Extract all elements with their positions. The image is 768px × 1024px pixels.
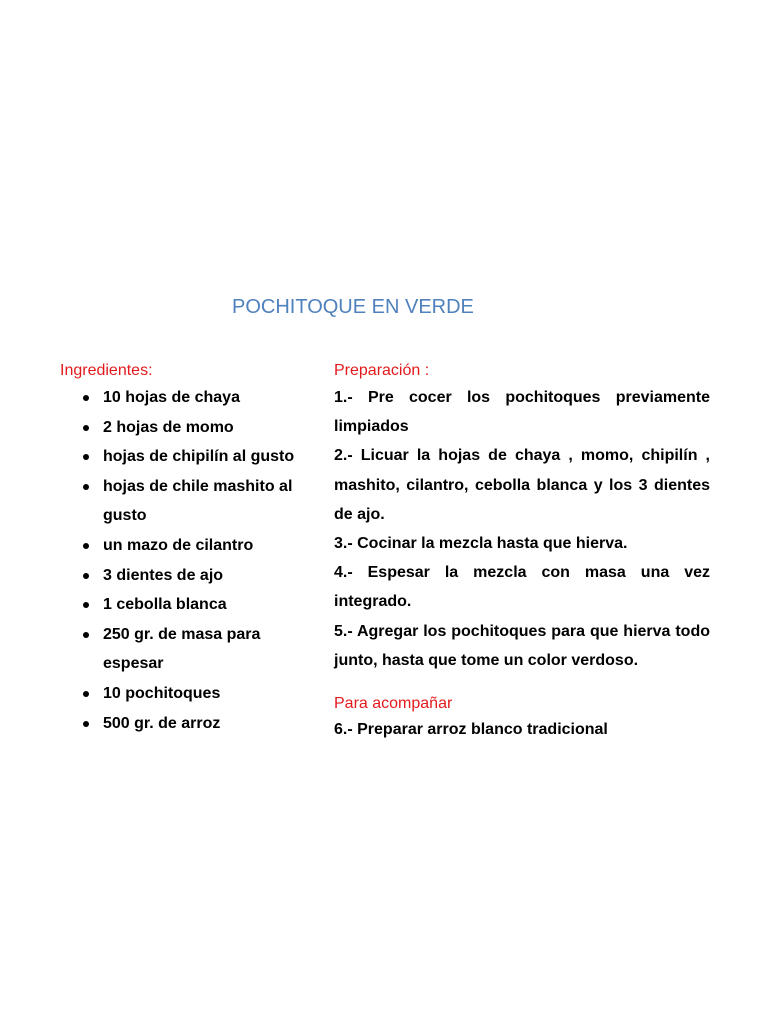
ingredient-text: 1 cebolla blanca — [103, 596, 227, 614]
preparation-heading: Preparación : — [334, 362, 430, 379]
ingredients-heading: Ingredientes: — [60, 362, 153, 379]
bullet-icon — [83, 425, 89, 431]
bullet-icon — [83, 632, 89, 638]
preparation-step: 2.- Licuar la hojas de chaya , momo, chipilín , mashito, cilantro, cebolla blanca y los 3 dientes de ajo. — [334, 447, 710, 523]
preparation-step: 5.- Agregar los pochitoques para que hierva todo junto, hasta que tome un color verdoso. — [334, 622, 710, 669]
recipe-title: POCHITOQUE EN VERDE — [232, 296, 474, 318]
ingredient-item — [60, 679, 315, 709]
ingredient-text: 500 gr. de arroz — [103, 714, 221, 732]
ingredient-text: hojas de chile mashito al gusto — [103, 477, 293, 525]
bullet-icon — [83, 395, 89, 401]
ingredient-item — [60, 709, 315, 739]
ingredient-item — [60, 383, 315, 413]
preparation-step: 3.- Cocinar la mezcla hasta que hierva. — [334, 535, 628, 553]
ingredient-text: 2 hojas de momo — [103, 418, 234, 436]
ingredient-text: 3 dientes de ajo — [103, 566, 224, 584]
bullet-icon — [83, 602, 89, 608]
preparation-section — [334, 359, 710, 744]
ingredient-text: 10 pochitoques — [103, 684, 221, 702]
ingredient-item — [60, 442, 315, 472]
preparation-step: 4.- Espesar la mezcla con masa una vez integrado. — [334, 564, 710, 611]
ingredient-item — [60, 590, 315, 620]
ingredient-text: hojas de chipilín al gusto — [103, 448, 295, 466]
ingredient-item — [60, 413, 315, 443]
ingredients-list — [60, 383, 315, 738]
bullet-icon — [83, 484, 89, 490]
ingredient-item — [60, 620, 315, 679]
bullet-icon — [83, 543, 89, 549]
ingredient-item — [60, 472, 315, 531]
bullet-icon — [83, 691, 89, 697]
bullet-icon — [83, 454, 89, 460]
ingredient-item — [60, 561, 315, 591]
accompaniment-heading: Para acompañar — [334, 695, 453, 713]
ingredient-text: 250 gr. de masa para espesar — [103, 625, 261, 673]
ingredient-text: un mazo de cilantro — [103, 536, 254, 554]
ingredients-section — [60, 359, 315, 738]
bullet-icon — [83, 573, 89, 579]
ingredient-item — [60, 531, 315, 561]
accompaniment-step: 6.- Preparar arroz blanco tradicional — [334, 721, 608, 739]
preparation-step: 1.- Pre cocer los pochitoques previamente limpiados — [334, 389, 710, 436]
ingredient-text: 10 hojas de chaya — [103, 389, 240, 406]
bullet-icon — [83, 721, 89, 727]
